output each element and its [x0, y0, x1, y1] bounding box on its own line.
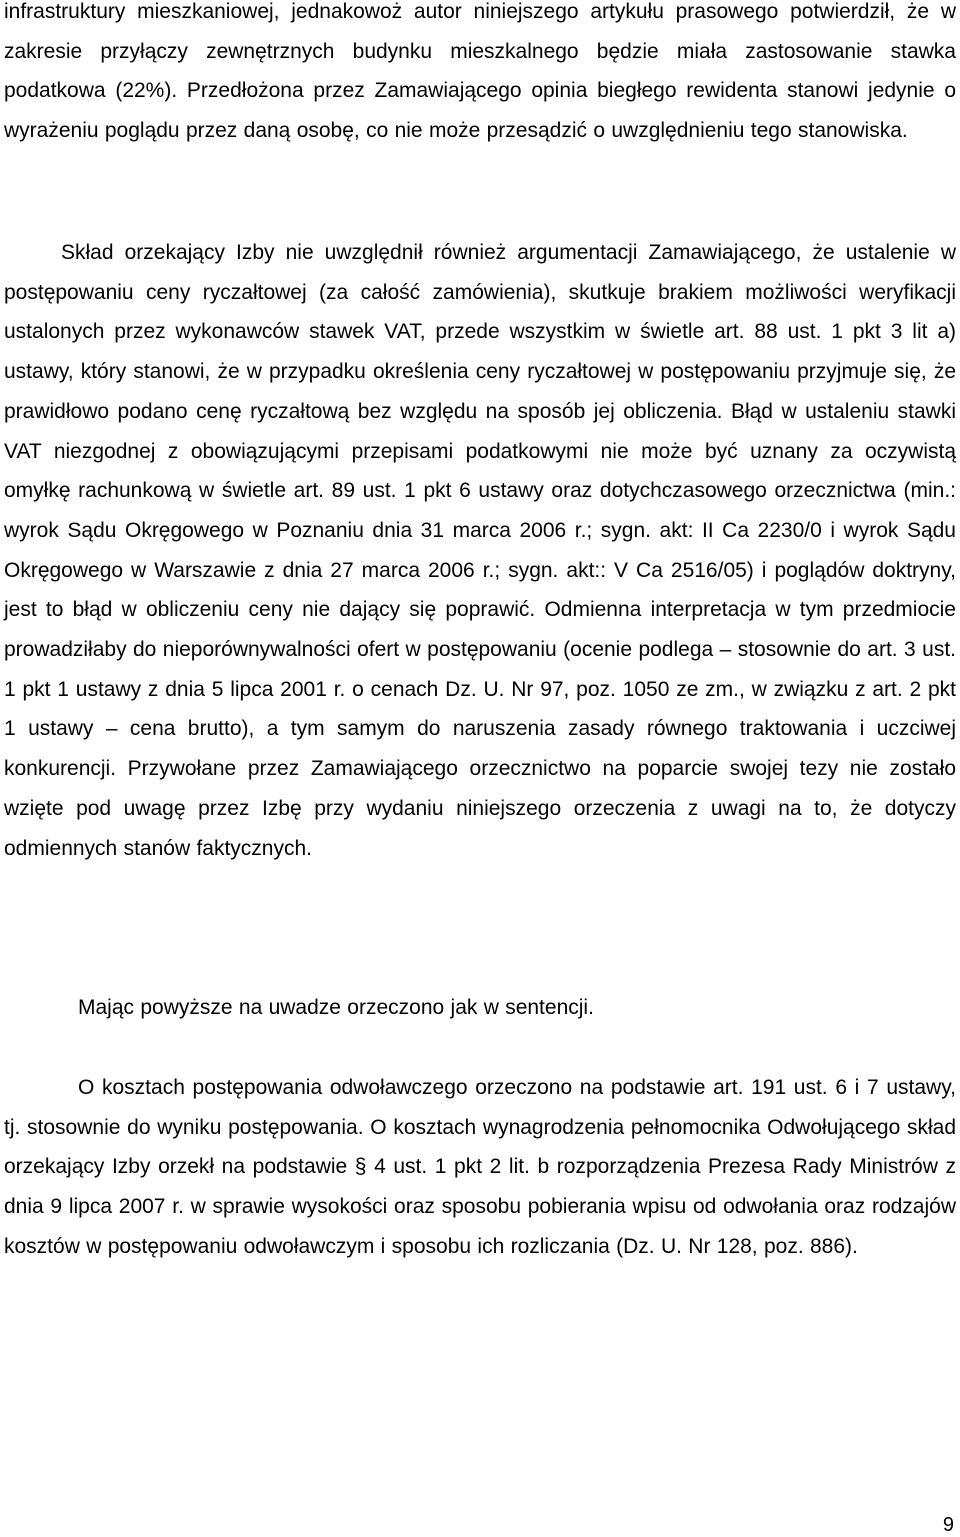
paragraph-conclusion: Mając powyższe na uwadze orzeczono jak w sentencji. — [78, 996, 594, 1019]
page-number: 9 — [942, 1514, 954, 1536]
paragraph-costs: O kosztach postępowania odwoławczego orzeczono na podstawie art. 191 ust. 6 i 7 ustawy, tj. stosownie do wyniku postępowania. O kosztach wynagrodzenia pełnomocnika Odwołującego skład orzekający Izby orzekł na podstawie § 4 ust. 1 pkt 2 lit. b rozporządzenia Prezesa Rady Ministrów z dnia 9 lipca 2007 r. w sprawie wysokości oraz sposobu pobierania wpisu od odwołania oraz rodzajów kosztów w postępowaniu odwoławczym i sposobu ich rozliczania (Dz. U. Nr 128, poz. 886). — [4, 1076, 956, 1258]
paragraph-vat-rate-opinion: infrastruktury mieszkaniowej, jednakowoż autor niniejszego artykułu prasowego potwierdził, że w zakresie przyłączy zewnętrznych budynku mieszkalnego będzie miała zastosowanie stawka podatkowa (22%). Przedłożona przez Zamawiającego opinia biegłego rewidenta stanowi jedynie o wyrażeniu poglądu przez daną osobę, co nie może przesądzić o uwzględnieniu tego stanowiska. — [4, 0, 956, 143]
paragraph-lump-sum-price: Skład orzekający Izby nie uwzględnił również argumentacji Zamawiającego, że ustalenie w postępowaniu ceny ryczałtowej (za całość zamówienia), skutkuje brakiem możliwości weryfikacji ustalonych przez wykonawców stawek VAT, przede wszystkim w świetle art. 88 ust. 1 pkt 3 lit a) ustawy, który stanowi, że w przypadku określenia ceny ryczałtowej w postępowaniu przyjmuje się, że prawidłowo podano cenę ryczałtową bez względu na sposób jej obliczenia. Błąd w ustaleniu stawki VAT niezgodnej z obowiązującymi przepisami podatkowymi nie może być uznany za oczywistą omyłkę rachunkową w świetle art. 89 ust. 1 pkt 6 ustawy oraz dotychczasowego orzecznictwa (min.: wyrok Sądu Okręgowego w Poznaniu dnia 31 marca 2006 r.; sygn. akt: II Ca 2230/0 i wyrok Sądu Okręgowego w Warszawie z dnia 27 marca 2006 r.; sygn. akt:: V Ca 2516/05) i poglądów doktryny, jest to błąd w obliczeniu ceny nie dający się poprawić. Odmienna interpretacja w tym przedmiocie prowadziłaby do nieporównywalności ofert w postępowaniu (ocenie podlega – stosownie do art. 3 ust. 1 pkt 1 ustawy z dnia 5 lipca 2001 r. o cenach Dz. U. Nr 97, poz. 1050 ze zm., w związku z art. 2 pkt 1 ustawy – cena brutto), a tym samym do naruszenia zasady równego traktowania i uczciwej konkurencji. Przywołane przez Zamawiającego orzecznictwo na poparcie swojej tezy nie zostało wzięte pod uwagę przez Izbę przy wydaniu niniejszego orzeczenia z uwagi na to, że dotyczy odmiennych stanów faktycznych. — [4, 241, 956, 860]
